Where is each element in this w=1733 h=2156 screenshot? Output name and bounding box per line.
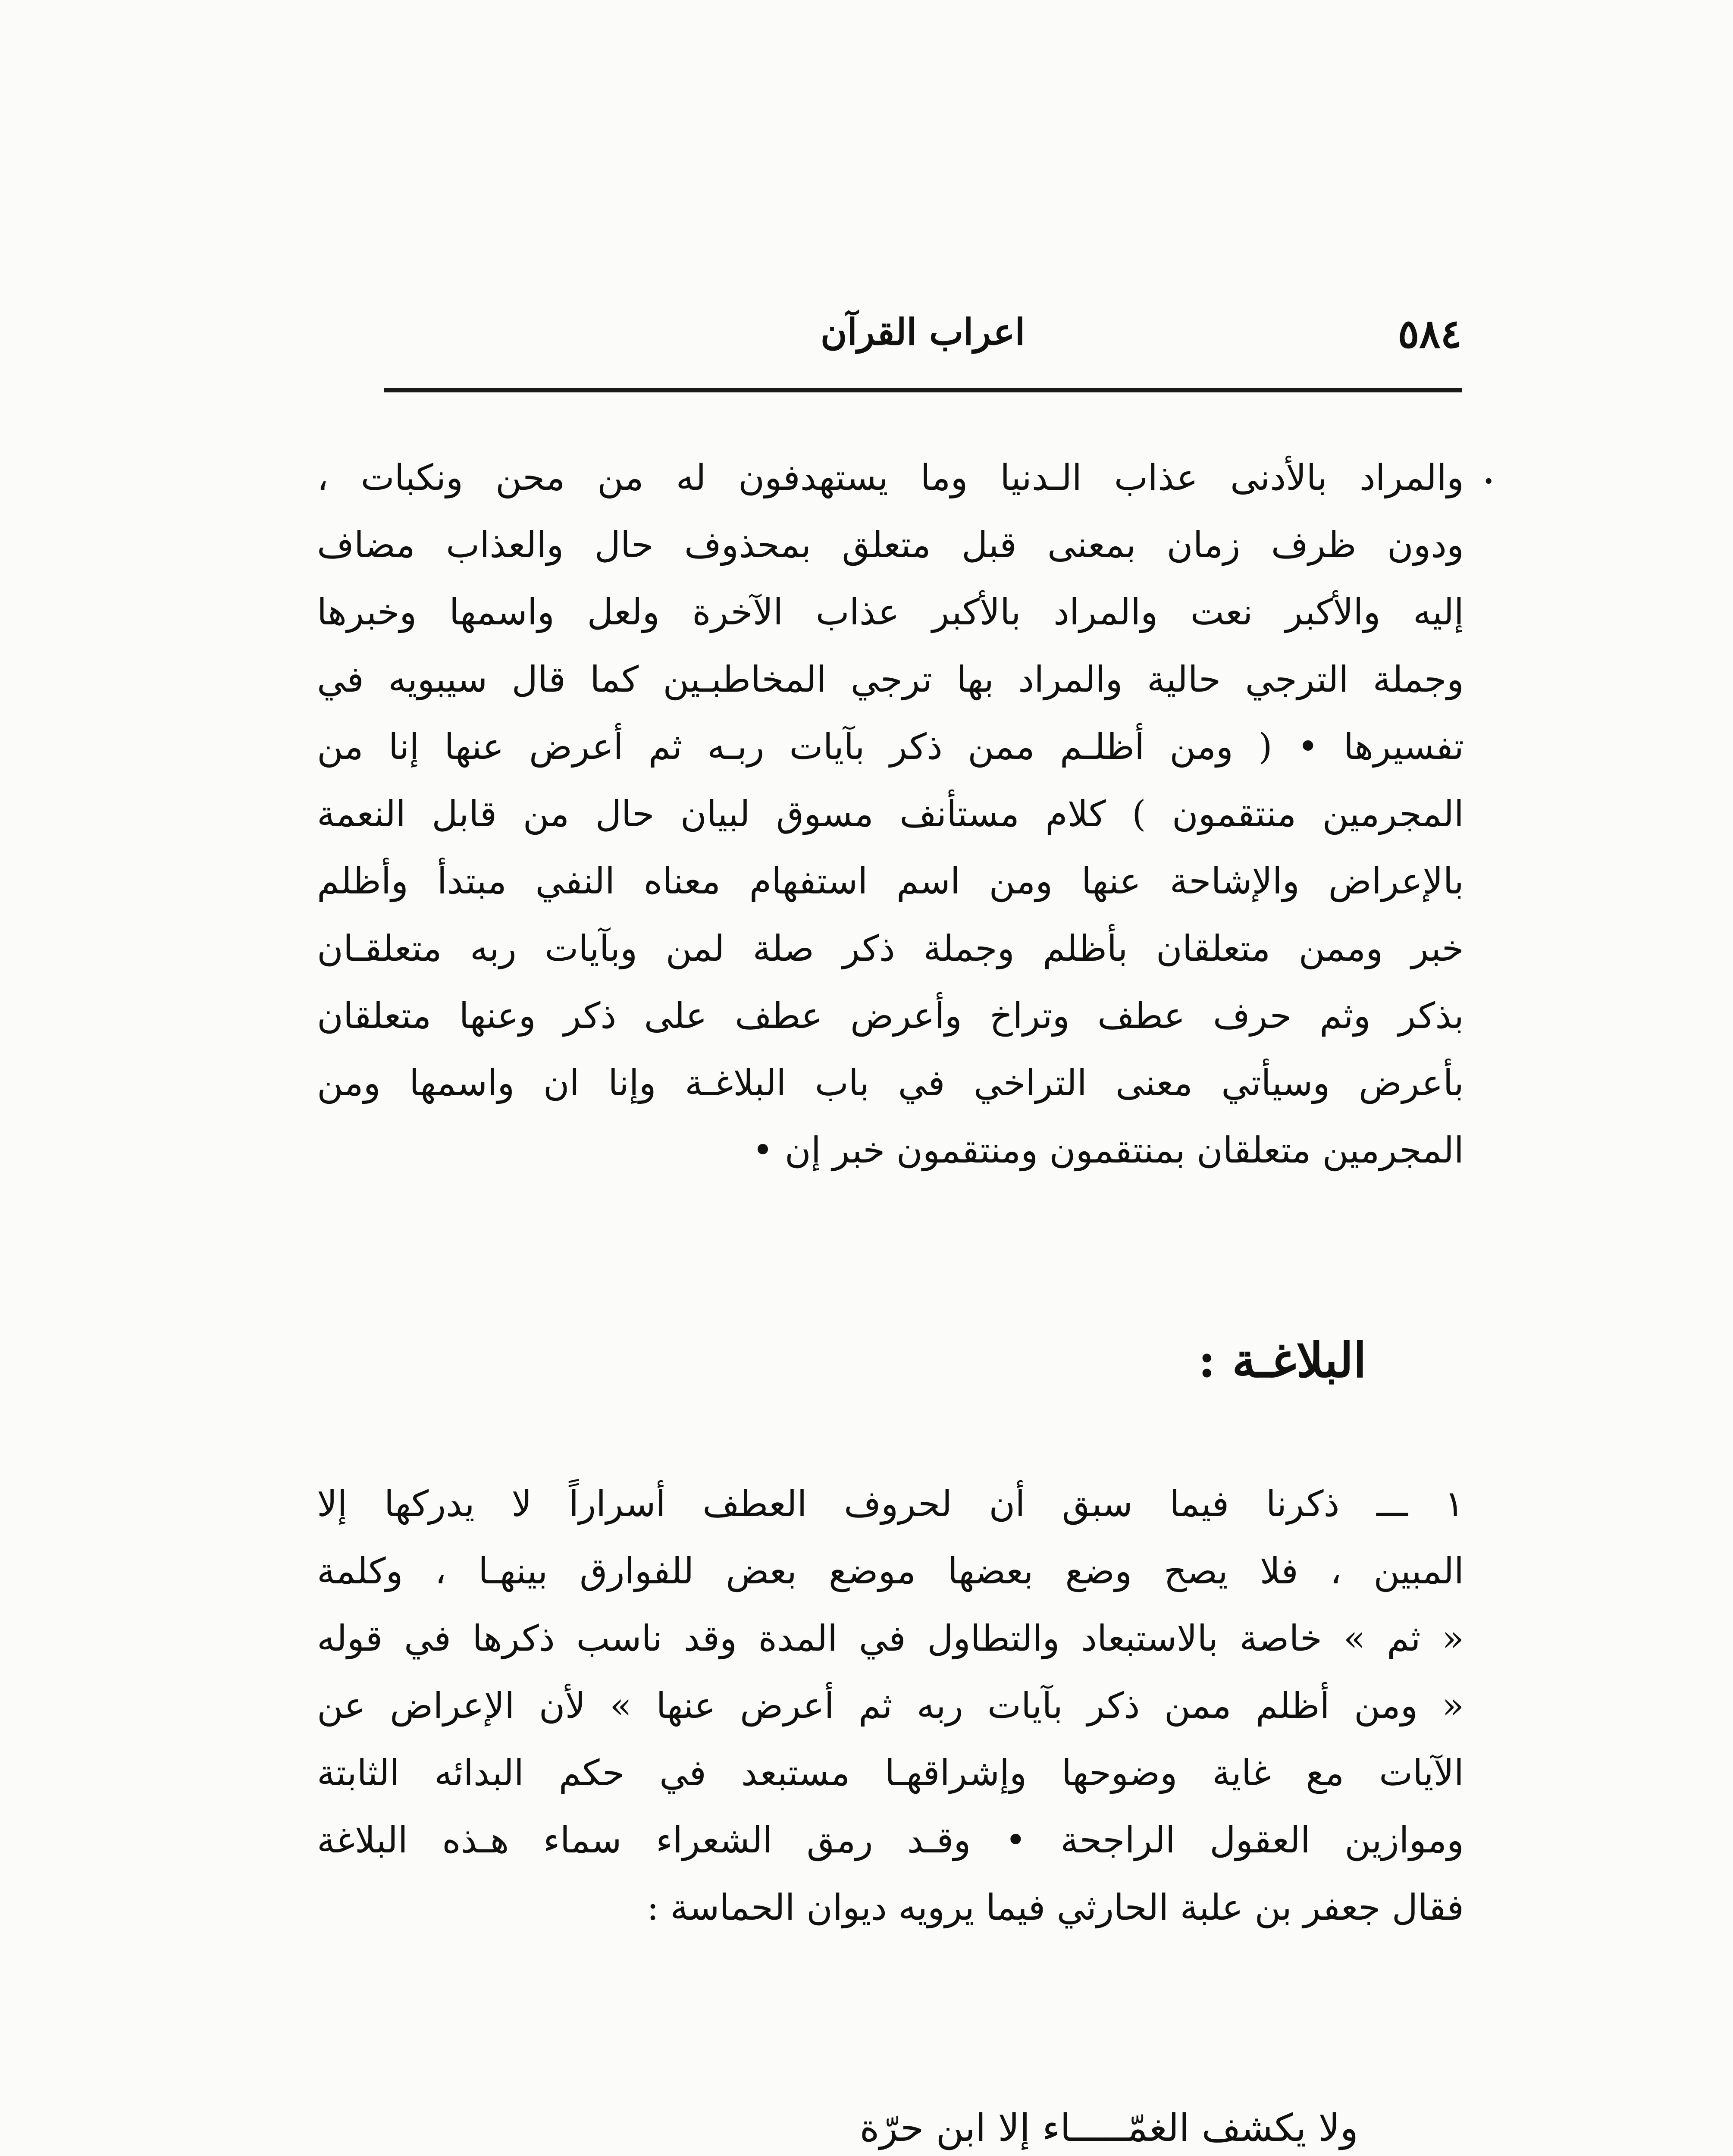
text-line: ١ ـــ ذكرنا فيما سبق أن لحروف العطف أسراراً لا يدركها إلا xyxy=(317,1483,1464,1525)
text-line: المجرمين متعلقان بمنتقمون ومنتقمون خبر إن • xyxy=(752,1129,1464,1171)
header-rule xyxy=(384,388,1462,392)
text-line: فقال جعفر بن علبة الحارثي فيما يرويه ديوان الحماسة : xyxy=(647,1887,1464,1928)
text-line: والمراد بالأدنى عذاب الـدنيا وما يستهدفون له من محن ونكبات ، xyxy=(317,457,1464,498)
text-line: « ثم » خاصة بالاستبعاد والتطاول في المدة وقد ناسب ذكرها في قوله xyxy=(317,1617,1464,1659)
text-line: وجملة الترجي حالية والمراد بها ترجي المخاطبـين كما قال سيبويه في xyxy=(317,658,1464,700)
text-line: « ومن أظلم ممن ذكر بآيات ربه ثم أعرض عنها » لأن الإعراض عن xyxy=(317,1685,1464,1727)
paragraph-rhetoric xyxy=(317,1470,1464,1941)
poem-block xyxy=(410,2096,1358,2156)
text-line: المجرمين منتقمون ) كلام مستأنف مسوق لبيان حال من قابل النعمة xyxy=(317,793,1464,835)
page-header xyxy=(384,298,1462,384)
text-line: خبر وممن متعلقان بأظلم وجملة ذكر صلة لمن وبآيات ربه متعلقـان xyxy=(317,928,1464,969)
text-line: الآيات مع غاية وضوحها وإشراقهـا مستبعد في حكم البدائه الثابتة xyxy=(317,1752,1464,1794)
text-line: إليه والأكبر نعت والمراد بالأكبر عذاب الآخرة ولعل واسمها وخبرها xyxy=(317,591,1464,633)
text-line: بأعرض وسيأتي معنى التراخي في باب البلاغـة وإنا ان واسمها ومن xyxy=(317,1062,1464,1104)
text-line: تفسيرها • ( ومن أظلـم ممن ذكر بآيات ربـه ثم أعرض عنها إنا من xyxy=(317,726,1464,768)
text-line: بذكر وثم حرف عطف وتراخ وأعرض عطف على ذكر وعنها متعلقان xyxy=(317,995,1464,1037)
page-number: ٥٨٤ xyxy=(1398,310,1462,357)
section-heading-balagha: البلاغـة : xyxy=(1198,1332,1366,1388)
poem-verse-1: ولا يكشف الغمّـــــاء إلا ابن حرّة xyxy=(859,2106,1358,2150)
text-line: بالإعراض والإشاحة عنها ومن اسم استفهام معناه النفي مبتدأ وأظلم xyxy=(317,860,1464,902)
text-line: المبين ، فلا يصح وضع بعضها موضع بعض للفوارق بينهـا ، وكلمة xyxy=(317,1550,1464,1592)
text-line: وموازين العقول الراجحة • وقـد رمق الشعراء سماء هـذه البلاغة xyxy=(317,1819,1464,1861)
text-line: ودون ظرف زمان بمعنى قبل متعلق بمحذوف حال والعذاب مضاف xyxy=(317,524,1464,566)
running-title: اعراب القرآن xyxy=(820,310,1025,353)
paragraph-grammar-analysis xyxy=(317,444,1464,1184)
margin-mark: . xyxy=(1483,455,1494,491)
